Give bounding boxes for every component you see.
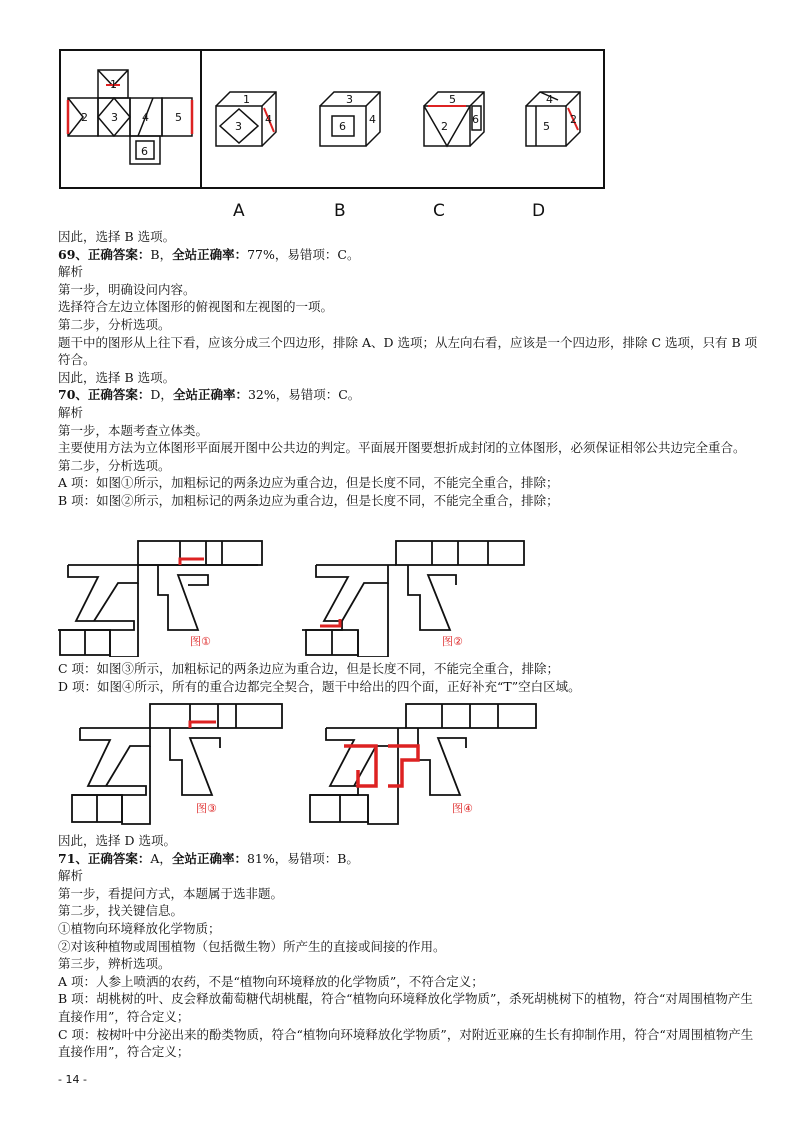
text-line: 因此，选择 D 选项。: [58, 833, 176, 848]
text-paragraph: C 项：桉树叶中分泌出来的酚类物质，符合“植物向环境释放化学物质”，对附近亚麻的生长有抑制作用，符合“对周围植物产生直接作用”，符合定义；: [58, 1026, 754, 1060]
text-paragraph: B 项：胡桃树的叶、皮会释放葡萄糖代胡桃醌，符合“植物向环境释放化学物质”，杀死胡桃树下的植物，符合“对周围植物产生直接作用”，符合定义；: [58, 991, 753, 1024]
cube-d-num-front: 5: [543, 120, 550, 133]
cube-b-num-top: 3: [346, 93, 353, 106]
text-line: 解析: [58, 264, 84, 280]
q69-rate: 77%，易错项：C。: [247, 246, 360, 262]
figure-label-1: 图①: [190, 635, 211, 648]
cube-d-num-side: 2: [570, 113, 577, 126]
q69-head: 69、正确答案：: [58, 246, 151, 262]
text-line: D 项：如图④所示，所有的重合边都完全契合，题干中给出的四个面，正好补充“T”空白区域。: [58, 678, 581, 694]
option-label-a: A: [233, 201, 245, 220]
q70-header: [58, 386, 758, 404]
cube-c-num-top: 5: [449, 93, 456, 106]
unfold-figures-1-2: [58, 535, 748, 657]
q70-rate: 32%，易错项：C。: [247, 387, 361, 403]
q70-head: 70、正确答案：: [58, 387, 151, 403]
text-line: 第二步，分析选项。: [58, 457, 171, 473]
cube-net-figure: [58, 48, 606, 220]
text-block-4: [58, 660, 758, 695]
cube-a-num-front: 3: [235, 120, 242, 133]
text-line: A 项：如图①所示，加粗标记的两条边应为重合边，但是长度不同，不能完全重合，排除；: [58, 475, 559, 491]
text-line: 解析: [58, 404, 84, 420]
text-paragraph: 主要使用方法为立体图形平面展开图中公共边的判定。平面展开图要想折成封闭的立体图形，必须保证相邻公共边完全重合。: [58, 440, 746, 456]
text-line: 解析: [58, 868, 84, 884]
q70-rate-label: 全站正确率：: [172, 387, 248, 403]
text-line: A 项：人参上喷洒的农药，不是“植物向环境释放的化学物质”，不符合定义；: [58, 973, 484, 989]
net-num-1: 1: [110, 78, 117, 91]
net-num-2: 2: [81, 111, 88, 124]
q71-rate: 81%，易错项：B。: [246, 850, 359, 866]
q71-header: [58, 850, 758, 868]
cube-b-num-side: 4: [369, 113, 376, 126]
text-line: C 项：如图③所示，加粗标记的两条边应为重合边，但是长度不同，不能完全重合，排除；: [58, 661, 560, 676]
option-label-c: C: [433, 201, 445, 220]
q71-answer: A，: [150, 850, 172, 866]
net-num-4: 4: [142, 111, 149, 124]
cube-c-num-side: 6: [472, 113, 479, 126]
q71-rate-label: 全站正确率：: [171, 850, 247, 866]
option-label-d: D: [532, 201, 546, 220]
q69-answer: B，: [150, 246, 173, 262]
cube-d-num-top: 4: [546, 93, 553, 106]
figure-label-3: 图③: [196, 802, 217, 815]
q70-answer: D，: [150, 387, 173, 403]
figure-label-2: 图②: [442, 635, 463, 648]
q69-header: [58, 246, 758, 264]
text-line: 第二步，分析选项。: [58, 316, 171, 332]
cube-a-num-top: 1: [243, 93, 250, 106]
text-line: 因此，选择 B 选项。: [58, 369, 176, 385]
cube-c-num-front: 2: [441, 120, 448, 133]
net-num-5: 5: [175, 111, 182, 124]
text-line: B 项：如图②所示，加粗标记的两条边应为重合边，但是长度不同，不能完全重合，排除；: [58, 492, 559, 508]
text-line: ②对该种植物或周围植物（包括微生物）所产生的直接或间接的作用。: [58, 938, 446, 954]
text-line: 第三步，辨析选项。: [58, 956, 171, 972]
text-line: 第一步，明确设问内容。: [58, 281, 196, 297]
cube-b-num-front: 6: [339, 120, 346, 133]
text-line: 选择符合左边立体图形的俯视图和左视图的一项。: [58, 299, 334, 315]
q71-head: 71、正确答案：: [58, 850, 151, 866]
text-line: ①植物向环境释放化学物质；: [58, 920, 221, 936]
page-number: - 14 -: [58, 1073, 87, 1086]
option-label-b: B: [334, 201, 346, 220]
cube-a-num-side: 4: [265, 113, 272, 126]
text-line: 第二步，找关键信息。: [58, 903, 184, 919]
text-block-1: [58, 228, 758, 510]
text-paragraph: 题干中的图形从上往下看，应该分成三个四边形，排除 A、D 选项；从左向右看，应该是一个四边形，排除 C 选项，只有 B 项符合。: [58, 334, 758, 368]
net-num-3: 3: [111, 111, 118, 124]
text-line: 因此，选择 B 选项。: [58, 229, 176, 244]
q69-rate-label: 全站正确率：: [172, 246, 248, 262]
unfold-figures-3-4: [58, 700, 748, 826]
figure-label-4: 图④: [452, 802, 473, 815]
text-line: 第一步，看提问方式，本题属于选非题。: [58, 885, 284, 901]
text-block-6: [58, 832, 758, 1061]
net-num-6: 6: [141, 145, 148, 158]
text-line: 第一步，本题考查立体类。: [58, 422, 209, 438]
